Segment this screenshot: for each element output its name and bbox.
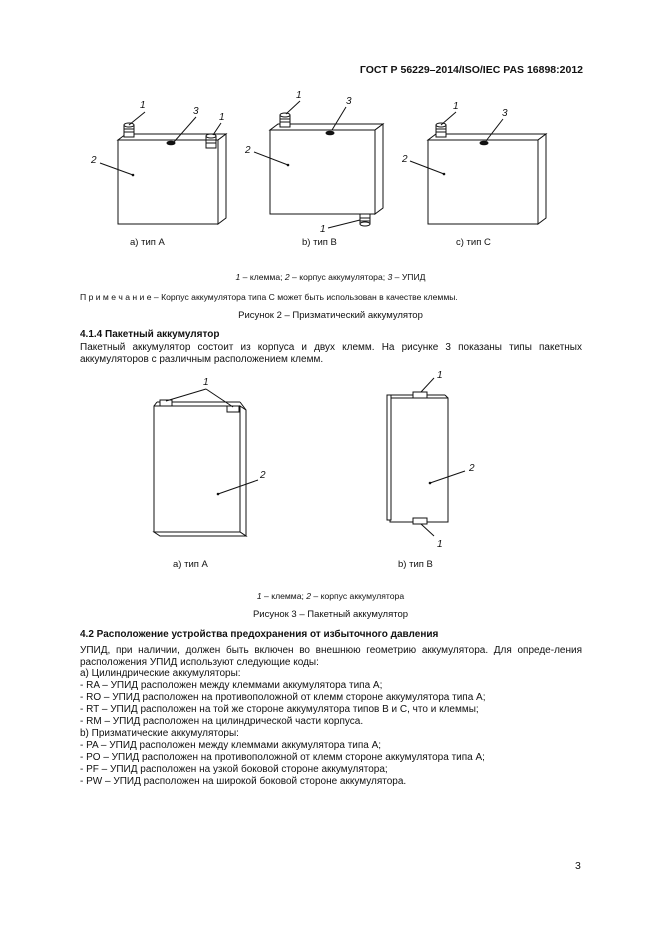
label-1: 1: [437, 370, 443, 381]
label-1: 1: [453, 101, 459, 112]
code-list-line: - RA – УПИД расположен между клеммами аккумулятора типа A;: [80, 680, 383, 691]
label-1: 1: [203, 377, 209, 388]
section-4-1-4-paragraph: Пакетный аккумулятор состоит из корпуса и двух клемм. На рисунке 3 показаны типы пакетных аккумуляторов с различным расположением клемм.: [80, 342, 582, 365]
label-1: 1: [296, 90, 302, 101]
label-3: 3: [502, 108, 508, 119]
code-list-line: - PW – УПИД расположен на широкой боковой стороне аккумулятора.: [80, 776, 407, 787]
page-number: 3: [575, 860, 581, 872]
code-list-line: b) Призматические аккумуляторы:: [80, 728, 239, 739]
label-1: 1: [140, 100, 146, 111]
label-2: 2: [245, 145, 251, 156]
section-4-1-4-heading: 4.1.4 Пакетный аккумулятор: [80, 329, 220, 340]
label-2: 2: [469, 463, 475, 474]
label-2: 2: [402, 154, 408, 165]
figure-2-title: Рисунок 2 – Призматический аккумулятор: [238, 310, 423, 321]
caption-type-c: c) тип C: [456, 237, 491, 248]
code-list-line: - PA – УПИД расположен между клеммами аккумулятора типа A;: [80, 740, 382, 751]
cell-type-a: [100, 112, 226, 224]
caption-pouch-type-a: a) тип A: [173, 559, 208, 570]
pouch-type-b: [387, 378, 465, 536]
code-list-line: - PF – УПИД расположен на узкой боковой стороне аккумулятора;: [80, 764, 388, 775]
caption-pouch-type-b: b) тип B: [398, 559, 433, 570]
code-list-line: - RM – УПИД расположен на цилиндрической части корпуса.: [80, 716, 364, 727]
document-header: ГОСТ Р 56229–2014/ISO/IEC PAS 16898:2012: [359, 64, 583, 76]
figure-2-legend: 1 – клемма; 2 – корпус аккумулятора; 3 – УПИД: [235, 272, 426, 282]
cell-type-b: [254, 101, 383, 228]
code-list-line: - RO – УПИД расположен на противоположной от клемм стороне аккумулятора типа A;: [80, 692, 486, 703]
figure-2-note: П р и м е ч а н и е – Корпус аккумулятора типа C может быть использован в качестве клеммы.: [80, 292, 458, 302]
figure-3-drawing: [0, 370, 661, 555]
label-1: 1: [437, 539, 443, 550]
figure-3-title: Рисунок 3 – Пакетный аккумулятор: [252, 609, 409, 620]
figure-2-drawing: [0, 85, 661, 245]
section-4-2-paragraph: УПИД, при наличии, должен быть включен во внешнюю геометрию аккумулятора. Для опреде-ления расположения УПИД используют следующие коды:: [80, 645, 582, 668]
code-list-line: - PO – УПИД расположен на противоположной от клемм стороне аккумулятора типа A;: [80, 752, 485, 763]
label-1: 1: [320, 224, 326, 235]
caption-type-a: a) тип A: [130, 237, 165, 248]
figure-3-legend: 1 – клемма; 2 – корпус аккумулятора: [256, 591, 405, 601]
label-3: 3: [193, 106, 199, 117]
label-2: 2: [91, 155, 97, 166]
label-1: 1: [219, 112, 225, 123]
code-list-line: - RT – УПИД расположен на той же стороне аккумулятора типов B и C, что и клеммы;: [80, 704, 479, 715]
pouch-type-a: [154, 389, 258, 536]
section-4-2-heading: 4.2 Расположение устройства предохранения от избыточного давления: [80, 629, 439, 640]
code-list-line: a) Цилиндрические аккумуляторы:: [80, 668, 241, 679]
label-3: 3: [346, 96, 352, 107]
caption-type-b: b) тип B: [302, 237, 337, 248]
label-2: 2: [260, 470, 266, 481]
cell-type-c: [410, 112, 546, 224]
